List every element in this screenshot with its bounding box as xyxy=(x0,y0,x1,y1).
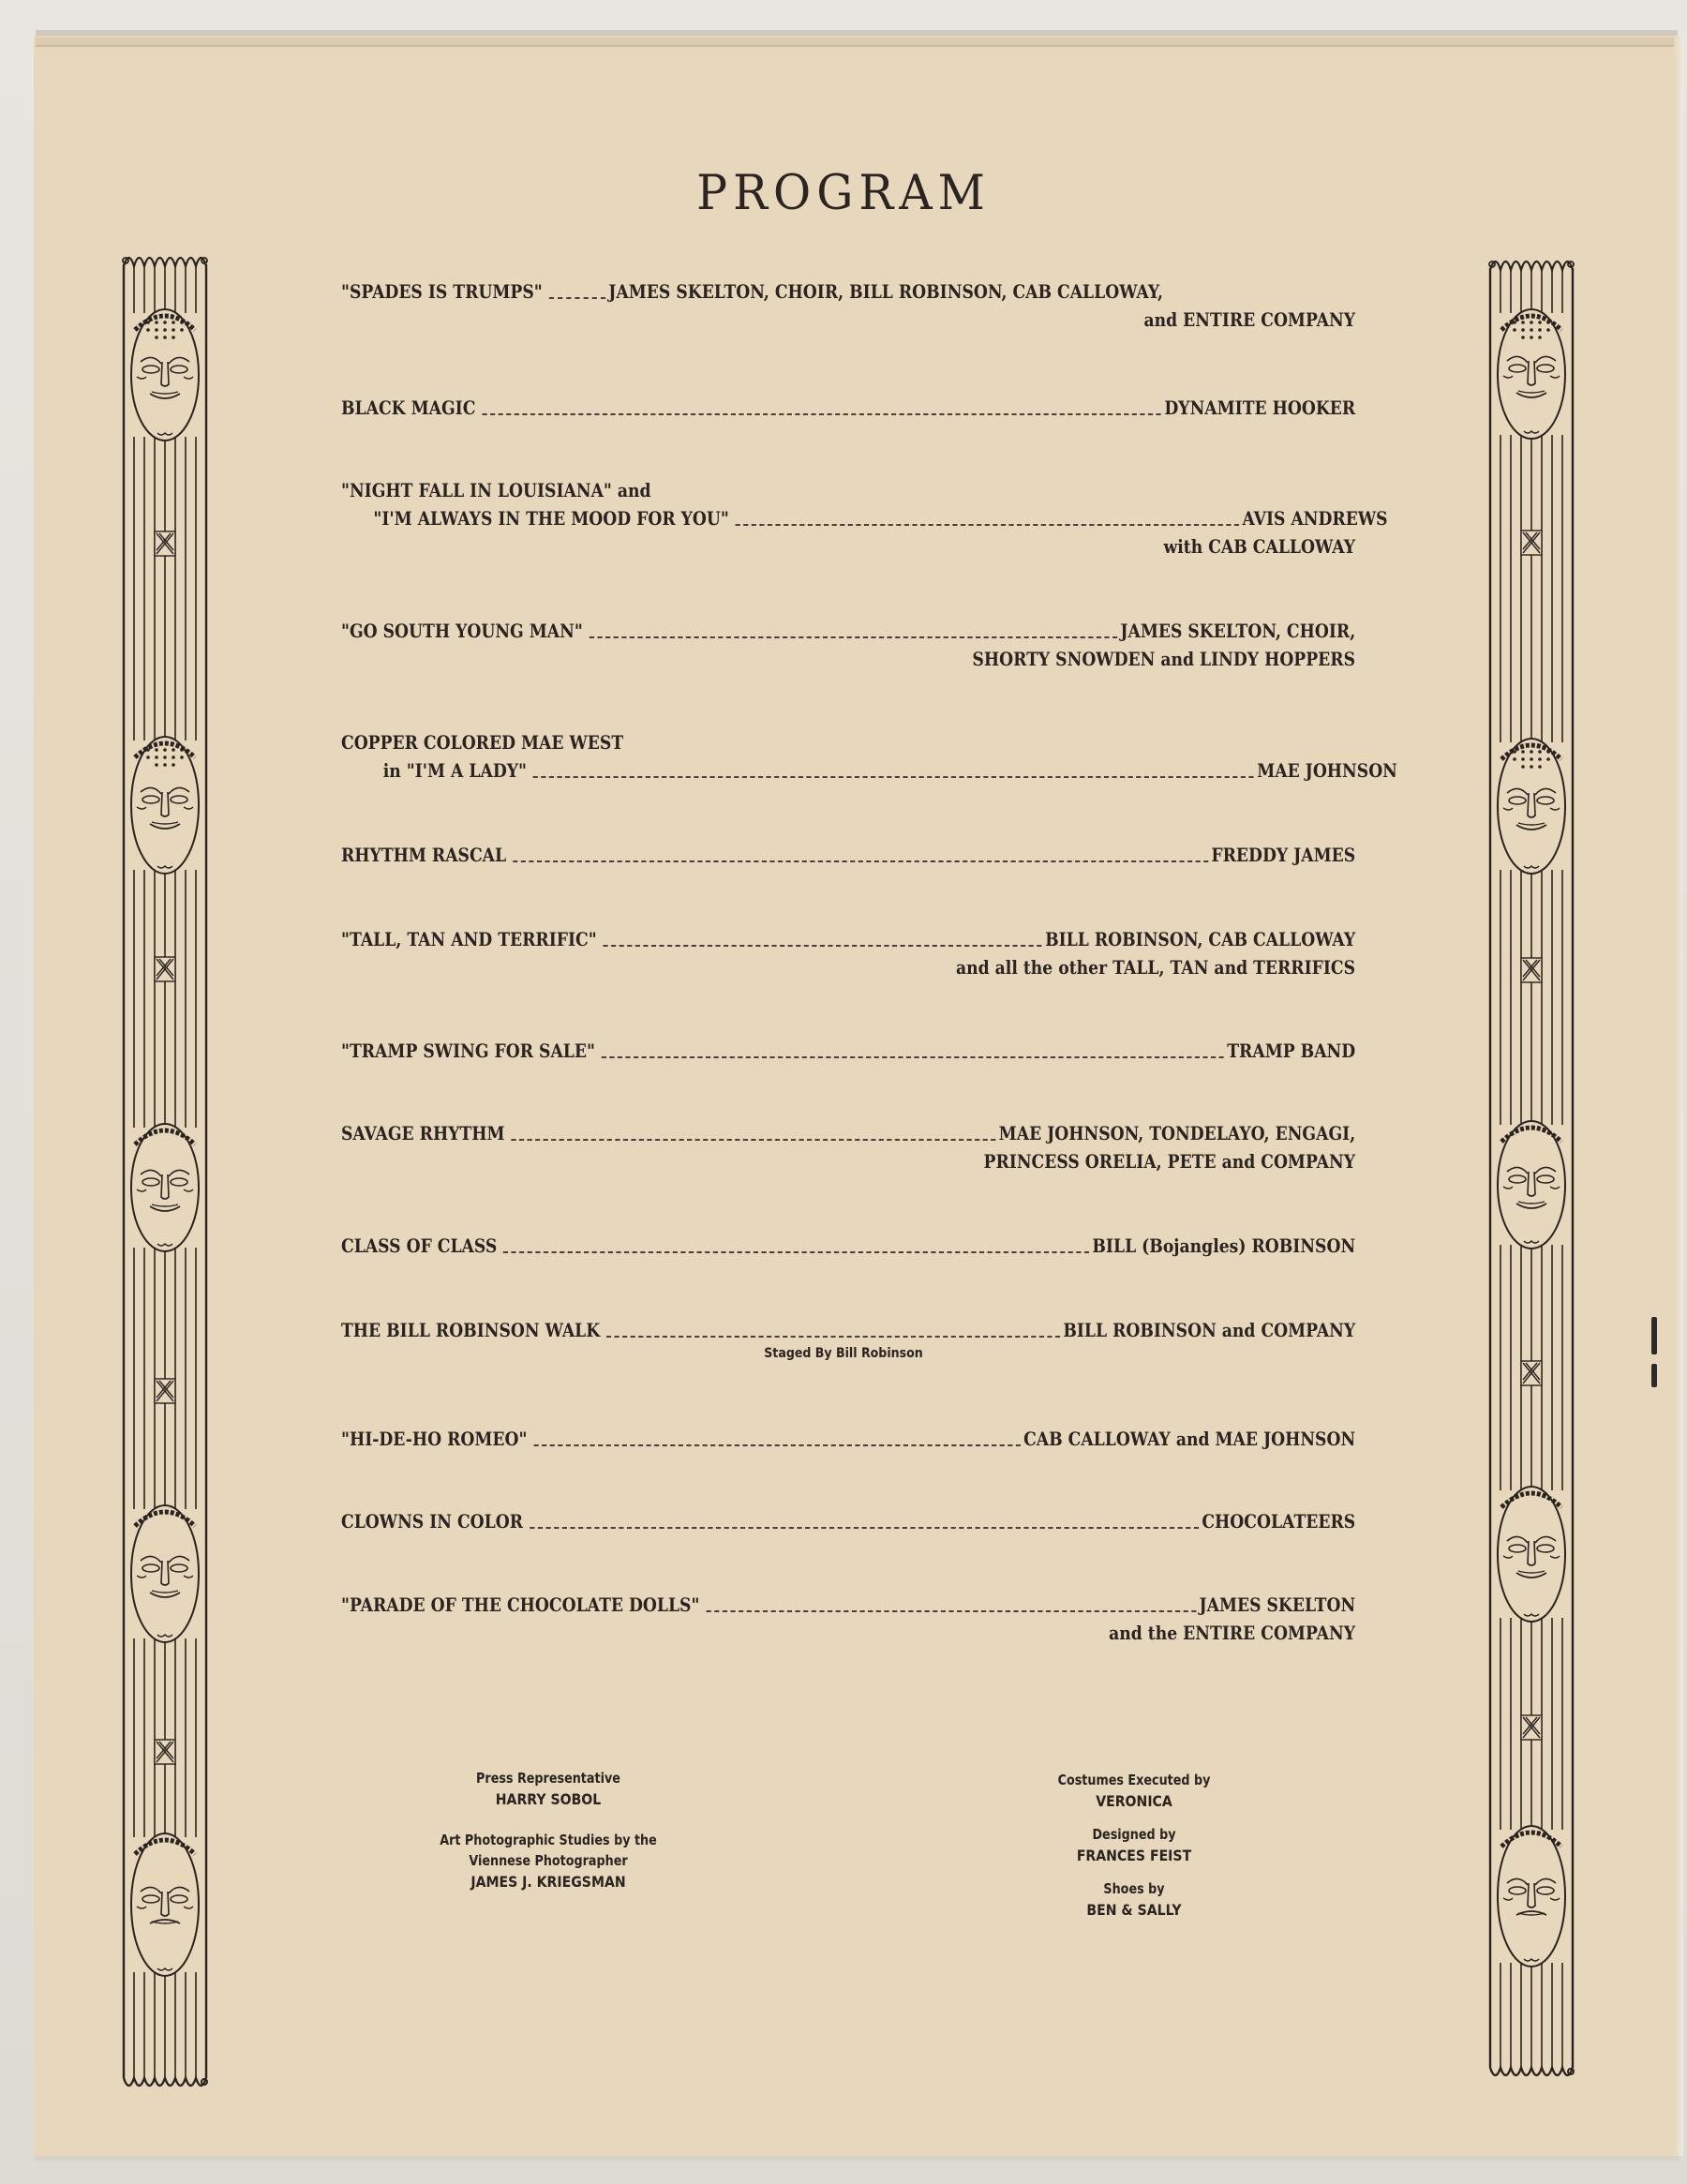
dot-leader xyxy=(736,524,1239,526)
program-entry xyxy=(341,394,1355,422)
program-page xyxy=(34,36,1680,2156)
program-entry xyxy=(341,476,1388,561)
act-performer-cont: and the ENTIRE COMPANY xyxy=(1109,1622,1355,1644)
act-performer-cont: SHORTY SNOWDEN and LINDY HOPPERS xyxy=(972,648,1355,670)
program-entry xyxy=(341,277,1355,334)
tribal-glyph-icon xyxy=(1521,1361,1542,1385)
credit-name: JAMES J. KRIEGSMAN xyxy=(470,1873,626,1891)
credit-label: Viennese Photographer xyxy=(469,1852,628,1869)
credit-label: Press Representative xyxy=(476,1770,620,1787)
act-title: CLOWNS IN COLOR xyxy=(341,1510,524,1533)
page-edge xyxy=(1674,36,1683,2156)
act-title: "GO SOUTH YOUNG MAN" xyxy=(341,620,583,642)
mask-totem-border-icon xyxy=(1486,253,1576,2081)
act-performer-cont: and all the other TALL, TAN and TERRIFICS xyxy=(955,956,1355,979)
page-title: PROGRAM xyxy=(696,164,991,221)
act-performer: MAE JOHNSON, TONDELAYO, ENGAGI, xyxy=(998,1122,1356,1144)
program-entry xyxy=(341,841,1355,869)
act-performer: DYNAMITE HOOKER xyxy=(1164,396,1356,419)
dot-leader xyxy=(511,1139,995,1141)
staging-note: Staged By Bill Robinson xyxy=(764,1346,923,1361)
mask-face-icon xyxy=(1498,1121,1565,1249)
dot-leader xyxy=(533,1444,1020,1446)
dot-leader xyxy=(503,1251,1089,1253)
dot-leader xyxy=(602,1056,1224,1058)
program-entry xyxy=(341,1591,1355,1647)
mask-face-icon xyxy=(1498,309,1565,439)
program-entry xyxy=(341,1316,1355,1344)
tribal-glyph-icon xyxy=(155,531,175,556)
dot-leader xyxy=(482,413,1161,415)
act-title: in "I'M A LADY" xyxy=(382,759,527,782)
act-performer: JAMES SKELTON, CHOIR, xyxy=(1120,620,1356,642)
tribal-glyph-icon xyxy=(155,957,175,981)
binding-mark xyxy=(1651,1317,1657,1354)
act-performer: CHOCOLATEERS xyxy=(1202,1510,1356,1533)
program-entry xyxy=(341,1507,1355,1535)
act-performer: MAE JOHNSON xyxy=(1257,759,1397,782)
act-title: "TRAMP SWING FOR SALE" xyxy=(341,1040,595,1062)
dot-leader xyxy=(706,1610,1196,1612)
act-performer: JAMES SKELTON xyxy=(1199,1593,1356,1616)
credit-name: VERONICA xyxy=(1096,1792,1172,1810)
mask-face-icon xyxy=(131,1124,199,1251)
act-performer: TRAMP BAND xyxy=(1227,1040,1356,1062)
program-entry xyxy=(341,1232,1355,1260)
tribal-glyph-icon xyxy=(1521,958,1542,982)
act-performer-cont: with CAB CALLOWAY xyxy=(1163,535,1355,558)
act-title: THE BILL ROBINSON WALK xyxy=(341,1319,601,1341)
mask-face-icon xyxy=(1498,1487,1565,1622)
credit-name: FRANCES FEIST xyxy=(1076,1847,1192,1864)
credit-name: BEN & SALLY xyxy=(1086,1901,1182,1919)
mask-totem-border-right xyxy=(1486,253,1576,2081)
mask-totem-border-icon xyxy=(120,249,210,2091)
credits-left xyxy=(384,1768,712,1893)
act-performer-cont: and ENTIRE COMPANY xyxy=(1143,308,1355,331)
mask-face-icon xyxy=(1498,1826,1565,1967)
credit-label: Art Photographic Studies by the xyxy=(440,1832,657,1848)
act-title-pre: COPPER COLORED MAE WEST xyxy=(341,731,624,754)
act-title: SAVAGE RHYTHM xyxy=(341,1122,505,1144)
act-title: BLACK MAGIC xyxy=(341,396,476,419)
tribal-glyph-icon xyxy=(155,1740,175,1764)
dot-leader xyxy=(533,776,1254,778)
act-performer: JAMES SKELTON, CHOIR, BILL ROBINSON, CAB CALLOWAY, xyxy=(608,280,1163,303)
act-title: CLASS OF CLASS xyxy=(341,1234,498,1257)
program-entry xyxy=(341,1425,1355,1453)
dot-leader xyxy=(604,945,1042,947)
mask-face-icon xyxy=(131,1833,199,1976)
mask-face-icon xyxy=(1498,739,1565,874)
act-title: "PARADE OF THE CHOCOLATE DOLLS" xyxy=(341,1593,700,1616)
credits-right xyxy=(975,1770,1293,1922)
tribal-glyph-icon xyxy=(1521,531,1542,555)
dot-leader xyxy=(549,297,605,299)
act-title: "I'M ALWAYS IN THE MOOD FOR YOU" xyxy=(373,507,729,530)
mask-totem-border-left xyxy=(120,249,210,2091)
tribal-glyph-icon xyxy=(155,1379,175,1403)
credit-label: Shoes by xyxy=(1103,1880,1165,1897)
dot-leader xyxy=(530,1527,1199,1529)
dot-leader xyxy=(513,860,1208,862)
program-entry xyxy=(341,728,1397,785)
act-title: "TALL, TAN AND TERRIFIC" xyxy=(341,928,597,950)
act-performer: FREDDY JAMES xyxy=(1211,844,1356,866)
binding-mark xyxy=(1651,1364,1657,1387)
act-title-pre: "NIGHT FALL IN LOUISIANA" and xyxy=(341,479,651,501)
act-performer: BILL ROBINSON, CAB CALLOWAY xyxy=(1045,928,1356,950)
credit-name: HARRY SOBOL xyxy=(495,1790,602,1808)
dot-leader xyxy=(590,636,1117,638)
act-performer: AVIS ANDREWS xyxy=(1242,507,1388,530)
credit-label: Designed by xyxy=(1092,1826,1176,1843)
act-performer-cont: PRINCESS ORELIA, PETE and COMPANY xyxy=(983,1150,1355,1173)
mask-face-icon xyxy=(131,737,199,874)
act-title: "SPADES IS TRUMPS" xyxy=(341,280,543,303)
mask-face-icon xyxy=(131,1505,199,1642)
program-entry xyxy=(341,617,1355,673)
program-entry xyxy=(341,1119,1355,1175)
mask-face-icon xyxy=(131,309,199,441)
credit-label: Costumes Executed by xyxy=(1057,1772,1211,1788)
act-performer: BILL ROBINSON and COMPANY xyxy=(1063,1319,1356,1341)
act-performer: BILL (Bojangles) ROBINSON xyxy=(1092,1234,1356,1257)
program-entry xyxy=(341,1037,1355,1065)
act-performer: CAB CALLOWAY and MAE JOHNSON xyxy=(1023,1428,1356,1450)
act-title: "HI-DE-HO ROMEO" xyxy=(341,1428,528,1450)
act-title: RHYTHM RASCAL xyxy=(341,844,507,866)
program-entry xyxy=(341,925,1355,981)
dot-leader xyxy=(606,1336,1060,1338)
tribal-glyph-icon xyxy=(1521,1715,1542,1740)
